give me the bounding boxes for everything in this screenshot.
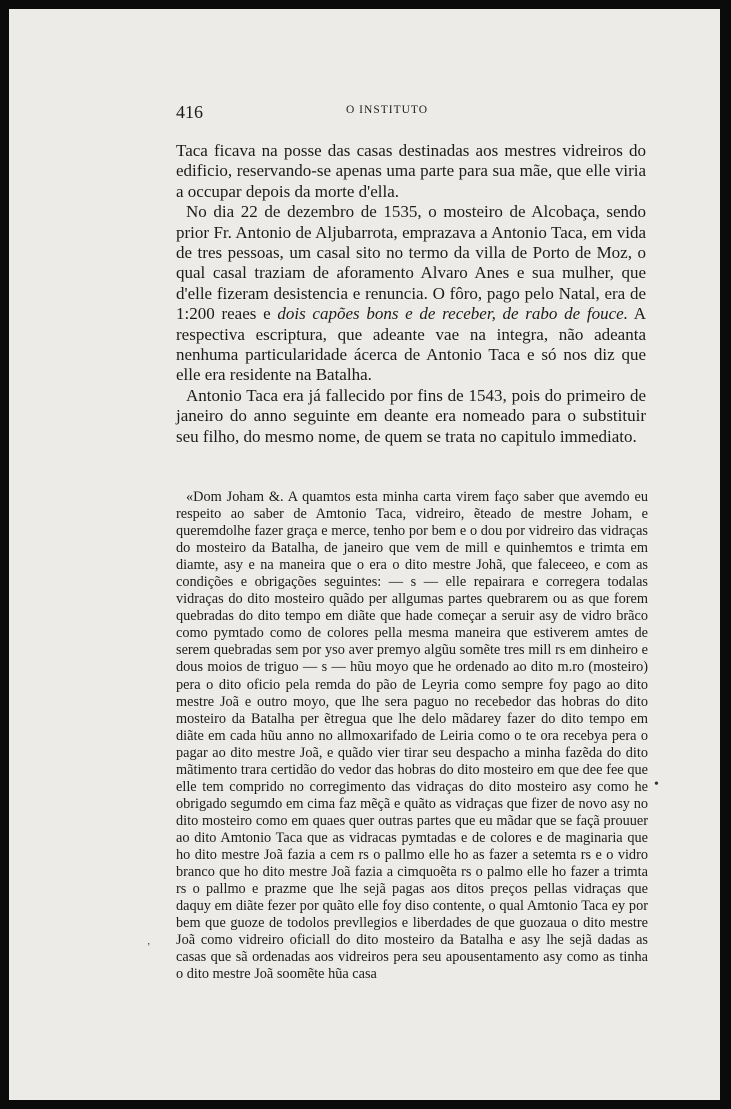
document-quote (176, 489, 648, 983)
paragraph-text: No dia 22 de dezembro de 1535, o mosteiro de Alcobaça, sendo prior Fr. Antonio de Aljubarrota, emprazava a Antonio Taca, em vida de tres pessoas, um casal sito no termo da villa de Porto de Moz, o qual casal traziam de aforamento Alvaro Anes e sua mulher, que d'elle fizeram desistencia e renuncia. O fôro, pago pelo Natal, era de 1:200 reaes e (176, 202, 646, 324)
page-number: 416 (176, 102, 203, 122)
paragraph (176, 202, 646, 386)
body-text (176, 141, 646, 447)
italic-quote: dois capões bons e de receber, de rabo de fouce. (277, 304, 628, 324)
running-title: O INSTITUTO (346, 104, 429, 116)
paragraph: Antonio Taca era já fallecido por fins de 1543, pois do primeiro de janeiro do anno seguinte em deante era nomeado para o substituir seu filho, do mesmo nome, de quem se trata no capitulo immediato. (176, 385, 646, 446)
paragraph: Taca ficava na posse das casas destinadas aos mestres vidreiros do edificio, reservando-se apenas uma parte para sua mãe, que elle viria a occupar depois da morte d'ella. (176, 141, 646, 201)
page-header (176, 102, 646, 126)
quote-paragraph: «Dom Joham &. A quamtos esta minha carta virem faço saber que avemdo eu respeito ao saber de Amtonio Taca, vidreiro, ẽteado de mestre Joham, e queremdolhe fazer graça e merce, tenho por bem e o dou por vidreiro das vidraças do mosteiro da Batalha, de janeiro que vem de mill e quinhemtos e trimta em diamte, asy e na maneira que o era o dito mestre Johã, que faleceeo, e com as condições e obrigações seguintes: — s — elle repairara e corregera todalas vidraças do dito mosteiro quãdo per allgumas partes quebrarem ou as que forem quebradas do dito tempo em diãte que hade começar a seruir asy de vidro brãco como pymtado como de colores pella mesma maneira que estiverem amtes de serem quebradas sem por yso aver premyo algũu somẽte tres mill rs em dinheiro e dous moios de triguo — s — hũu moyo que he ordenado ao dito m.ro (mosteiro) pera o dito oficio pela remda do pão de Leyria como sempre foy pago ao dito mestre Joã e outro moyo, que lhe sera paguo no recebedor das hobras do dito mosteiro da Batalha per ẽtregua que lhe delo mãdarey fazer do dito tempo em diãte em cada hũu anno no allmoxarifado de Leiria como o te ora recebya pera o pagar ao dito mestre Joã, e quãdo vier tirar seu despacho a minha fazẽda do dito mãtimento trara certidão do vedor das hobras do dito mosteiro em que dee fee que elle tem comprido no corregimento das vidraças do dito mosteiro asy como he obrigado segumdo em cima faz mẽçã e quãto as vidraças que fizer de novo asy no dito mosteiro como em quaes quer outras partes que eu mãdar que se façã prouuer ao dito Amtonio Taca que as vidracas pymtadas e de colores e de maginaria que ho dito mestre Joã fazia a cem rs o pallmo elle ho as fazer a setemta rs e o vidro branco que ho dito mestre Joã fazia a cimquoẽta rs o palmo elle ho fazer a trimta rs o pallmo e prazme que lhe sejã pagas aos ditos preços pellas vidraças que daquy em diãte fezer por quãto elle foy diso contente, o qual Amtonio Taca ey por bem que guoze de todolos prevllegios e liberdades de que guozaua o dito mestre Joã como vidreiro oficiall do dito mosteiro da Batalha e asy lhe sejã dadas as casas que sã ordenadas aos vidreiros pera seu apousentamento asy como as tinha o dito mestre Joã soomẽte hũa casa (176, 489, 648, 983)
book-page (9, 9, 720, 1100)
margin-tick-mark: ‚ (147, 936, 151, 947)
margin-dot-mark: • (654, 777, 659, 792)
paragraph-text: A respectiva escriptura, que adeante vae na integra, não adeanta nenhuma particularidade ácerca de Antonio Taca e só nos diz que elle era residente na Batalha. (176, 304, 647, 385)
